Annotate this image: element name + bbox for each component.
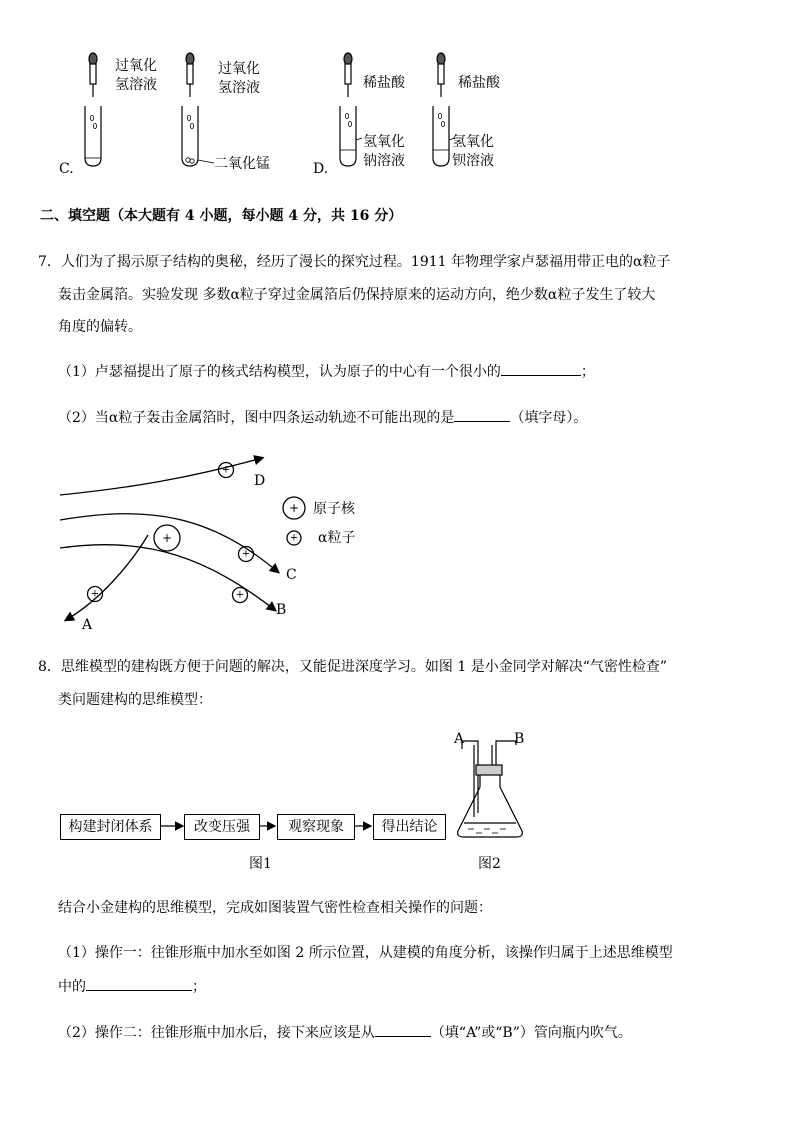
d-tube2-solution: 氢氧化 (452, 134, 494, 150)
dropper-2 (186, 53, 194, 97)
q7-sub2-blank[interactable] (454, 407, 510, 422)
d-tube1-reagent: 稀盐酸 (363, 75, 405, 91)
q7-stem-line3: 角度的偏转。 (58, 319, 142, 335)
trajectory-a (66, 535, 148, 620)
q8-stem-line1: 8．思维模型的建构既方便于问题的解决，又能促进深度学习。如图 1 是小金同学对解决“气密性检查” (38, 659, 668, 675)
figure-2-label-b: B (514, 731, 525, 747)
q7-sub2-text: （2）当α粒子轰击金属箔时，图中四条运动轨迹不可能出现的是 (58, 410, 455, 426)
c-tube1-reagent-2: 氢溶液 (115, 77, 157, 93)
flow-box-2-text: 改变压强 (194, 819, 250, 835)
q8-sub2-text: （2）操作二：往锥形瓶中加水后，接下来应该是从 (58, 1025, 375, 1041)
d-tube2-reagent: 稀盐酸 (458, 75, 500, 91)
q7-subquestion-1 (58, 361, 595, 382)
c-tube2-solid: 二氧化锰 (214, 156, 270, 172)
q8-figure-2 (440, 725, 550, 875)
q7-sub2-end: （填字母）。 (510, 410, 588, 426)
q7-stem-line1: 7．人们为了揭示原子结构的奥秘，经历了漫长的探究过程。1911 年物理学家卢瑟福用带正电的α粒子 (38, 254, 671, 270)
d-tube2-solution-2: 钡溶液 (452, 153, 494, 169)
test-tube-1 (85, 106, 101, 166)
q8-sub1-text: 中的 (58, 979, 86, 995)
option-c-label: C. (59, 161, 74, 177)
figure-2-caption: 图2 (478, 856, 501, 872)
q8-figure-1 (0, 800, 460, 880)
trajectory-label-b: B (276, 602, 287, 618)
q7-subquestion-2 (58, 407, 587, 428)
q8-sub2-blank[interactable] (375, 1022, 431, 1037)
test-tube-3 (340, 106, 356, 166)
c-tube2-reagent-2: 氢溶液 (218, 80, 260, 96)
q8-subquestion-1-line2 (58, 976, 206, 997)
q8-sub2-end: （填“A”或“B”）管向瓶内吹气。 (430, 1025, 632, 1041)
flow-box-1 (60, 814, 161, 840)
q8-subquestion-2 (58, 1022, 632, 1043)
q7-sub1-end: ； (580, 364, 595, 380)
flow-box-3 (277, 814, 355, 840)
q8-intro: 结合小金建构的思维模型，完成如图装置气密性检查相关操作的问题： (58, 900, 492, 916)
q7-stem-line2: 轰击金属箔。实验发现 多数α粒子穿过金属箔后仍保持原来的运动方向，绝少数α粒子发生了较大 (58, 287, 656, 303)
dropper-4 (437, 53, 445, 97)
svg-text:+: + (241, 548, 251, 560)
figure-1-caption: 图1 (249, 856, 272, 872)
trajectory-label-c: C (286, 567, 297, 583)
flow-box-1-text: 构建封闭体系 (68, 819, 153, 835)
trajectory-drawing (0, 440, 794, 640)
q8-sub1-blank[interactable] (86, 976, 192, 991)
q6-figure (0, 0, 794, 190)
figure-2-label-a: A (454, 731, 465, 747)
flow-box-2 (184, 814, 260, 840)
legend-nucleus-label: 原子核 (313, 501, 355, 517)
svg-text:+: + (221, 464, 231, 476)
svg-text:+: + (161, 531, 173, 545)
trajectory-label-d: D (254, 473, 266, 489)
dropper-3 (344, 53, 352, 97)
q8-sub1-line1: （1）操作一：往锥形瓶中加水至如图 2 所示位置，从建模的角度分析，该操作归属于上述思维模型 (58, 945, 673, 961)
svg-text:+: + (289, 532, 299, 544)
d-tube1-solution: 氢氧化 (363, 134, 405, 150)
legend-alpha-label: α粒子 (318, 530, 356, 546)
flow-box-4 (373, 814, 446, 840)
q8-sub1-end: ； (192, 979, 206, 995)
svg-text:+: + (235, 589, 245, 601)
d-tube1-solution-2: 钠溶液 (363, 153, 405, 169)
flow-box-3-text: 观察现象 (288, 819, 344, 835)
svg-text:+: + (288, 501, 300, 515)
svg-text:+: + (90, 588, 100, 600)
dropper-1 (89, 53, 97, 97)
q7-sub1-blank[interactable] (501, 361, 581, 376)
q7-trajectory-figure (0, 440, 794, 640)
trajectory-d (60, 458, 262, 495)
test-tube-4 (433, 106, 449, 166)
flow-box-4-text: 得出结论 (381, 819, 438, 835)
q8-stem-line2: 类问题建构的思维模型： (58, 692, 212, 708)
test-tube-2 (182, 106, 198, 166)
c-tube1-reagent: 过氧化 (115, 58, 157, 74)
c-tube2-reagent: 过氧化 (218, 61, 260, 77)
section-heading: 二、填空题（本大题有 4 小题，每小题 4 分，共 16 分） (40, 208, 403, 224)
option-d-label: D. (313, 161, 329, 177)
q7-sub1-text: （1）卢瑟福提出了原子的核式结构模型，认为原子的中心有一个很小的 (58, 364, 501, 380)
trajectory-label-a: A (82, 617, 93, 633)
